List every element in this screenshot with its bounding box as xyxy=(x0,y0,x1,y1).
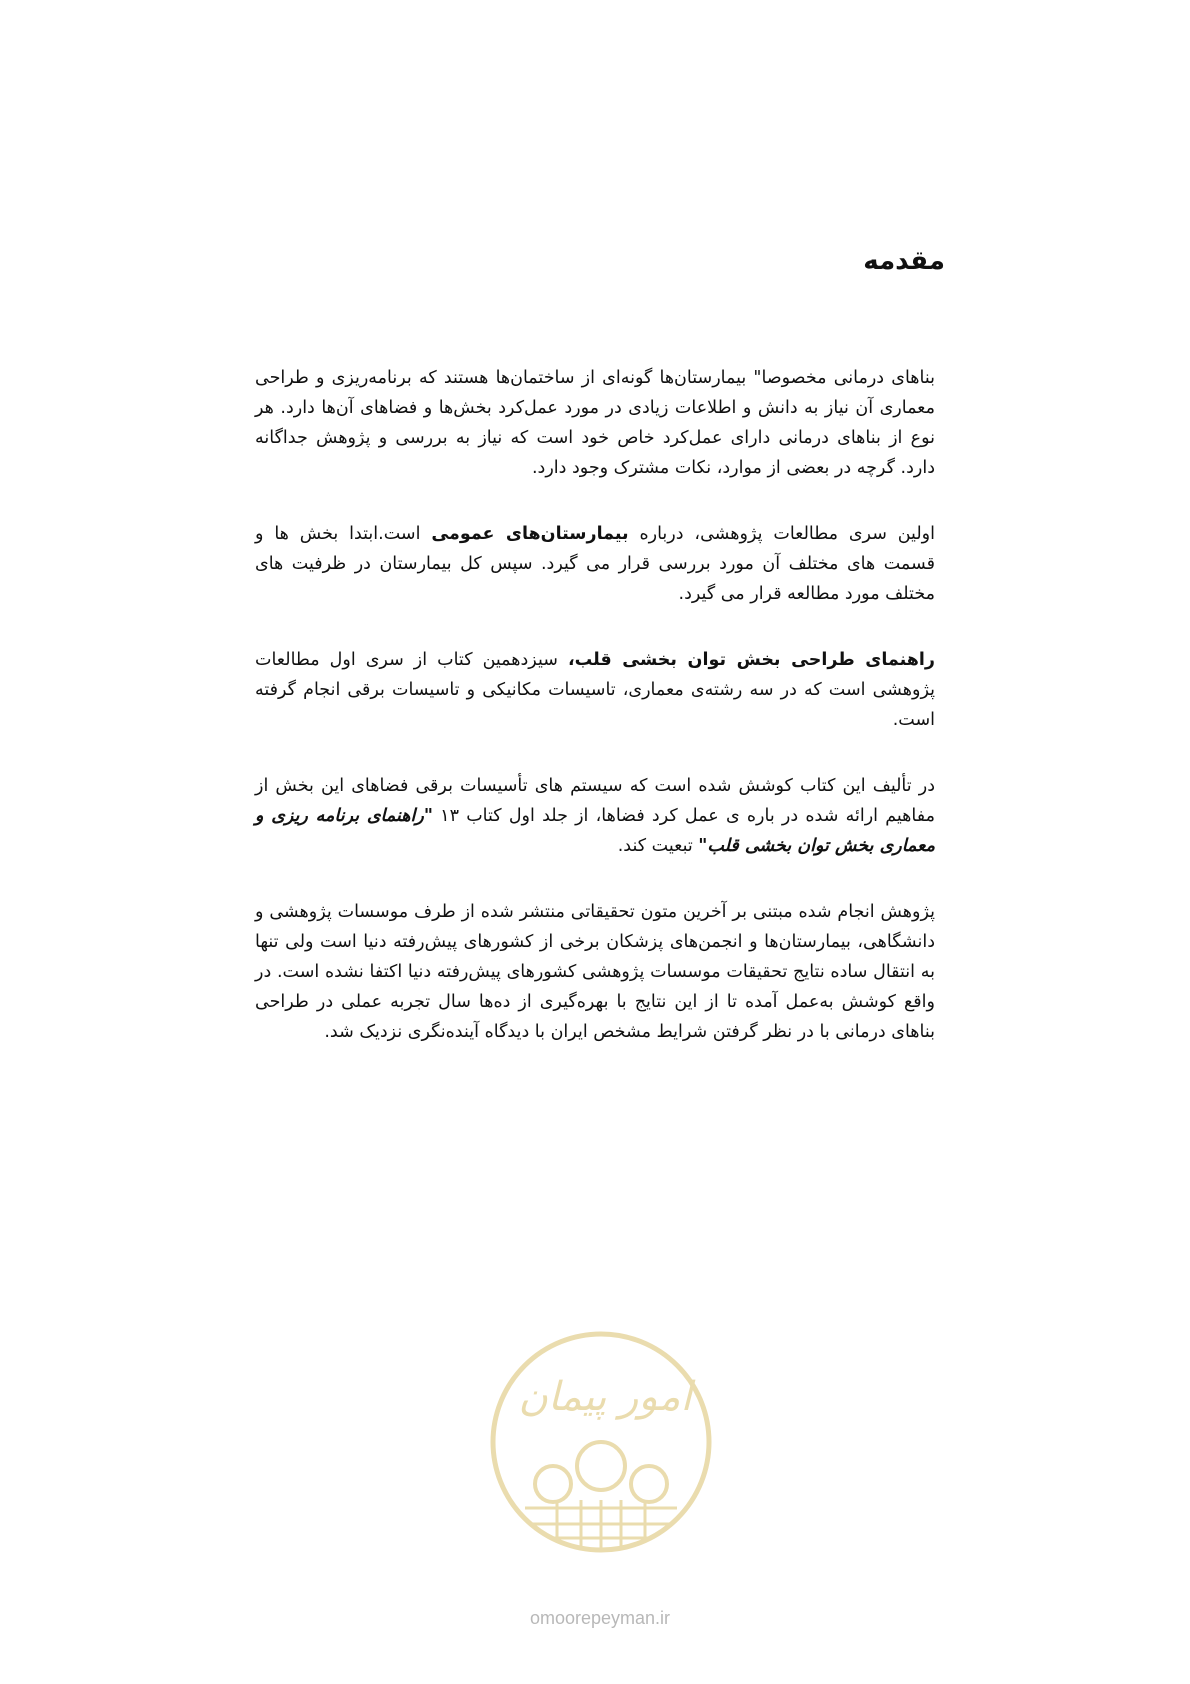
paragraph-4-text-c: تبعیت کند. xyxy=(617,836,699,856)
svg-text:امور پیمان: امور پیمان xyxy=(518,1374,692,1420)
paragraph-4-bold-italic: "راهنمای برنامه ریزی و معماری بخش توان بخشی قلب" xyxy=(255,806,935,856)
paragraph-2 xyxy=(255,519,935,609)
body-text xyxy=(255,363,935,1083)
paragraph-1: بناهای درمانی مخصوصا" بیمارستان‌ها گونه‌ای از ساختمان‌ها هستند که برنامه‌ریزی و طراحی معماری آن نیاز به دانش و اطلاعات زیادی در مورد عمل‌کرد بخش‌ها و فضاهای آن‌ها دارد. هر نوع از بناهای درمانی دارای عمل‌کرد خاص خود است که نیاز به بررسی و پژوهش جداگانه دارد. گرچه در بعضی از موارد، نکات مشترک وجود دارد. xyxy=(255,368,935,478)
paragraph-2-text-a: اولین سری مطالعات پژوهشی، درباره xyxy=(628,524,935,544)
paragraph-4 xyxy=(255,771,935,861)
seal-logo-icon xyxy=(487,1328,715,1556)
paragraph-3-text-b: سیزدهمین کتاب از سری اول مطالعات پژوهشی است که در سه رشته‌ی معماری، تاسیسات مکانیکی و تاسیسات برقی انجام گرفته است. xyxy=(255,650,935,730)
paragraph-5: پژوهش انجام شده مبتنی بر آخرین متون تحقیقاتی منتشر شده از طرف موسسات پژوهشی و دانشگاهی، بیمارستان‌ها و انجمن‌های پزشکان برخی از کشورهای پیش‌رفته دنیا است ولی تنها به انتقال ساده نتایج تحقیقات موسسات پژوهشی کشورهای پیش‌رفته دنیا اکتفا نشده است. در واقع کوشش به‌عمل آمده تا از این نتایج با بهره‌گیری از ده‌ها سال تجربه عملی در طراحی بناهای درمانی با در نظر گرفتن شرایط مشخص ایران با دیدگاه آینده‌نگری نزدیک شد. xyxy=(255,902,935,1042)
paragraph-2-bold: بیمارستان‌های عمومی xyxy=(431,524,629,544)
watermark-site: omoorepeyman.ir xyxy=(529,1608,671,1628)
paragraph-3 xyxy=(255,645,935,735)
paragraph-2-text-c: است.ابتدا بخش ها و قسمت های مختلف آن مورد بررسی قرار می گیرد. سپس کل بیمارستان در ظرفیت های مختلف مورد مطالعه قرار می گیرد. xyxy=(255,524,935,604)
paragraph-3-bold: راهنمای طراحی بخش توان بخشی قلب، xyxy=(567,650,936,670)
paragraph-4-text-a: در تألیف این کتاب کوشش شده است که سیستم های تأسیسات برقی فضاهای این بخش از مفاهیم ارائه شده در باره ی عمل کرد فضاها، از جلد اول کتاب ۱۳ xyxy=(255,776,935,826)
page-title: مقدمه xyxy=(863,246,945,276)
